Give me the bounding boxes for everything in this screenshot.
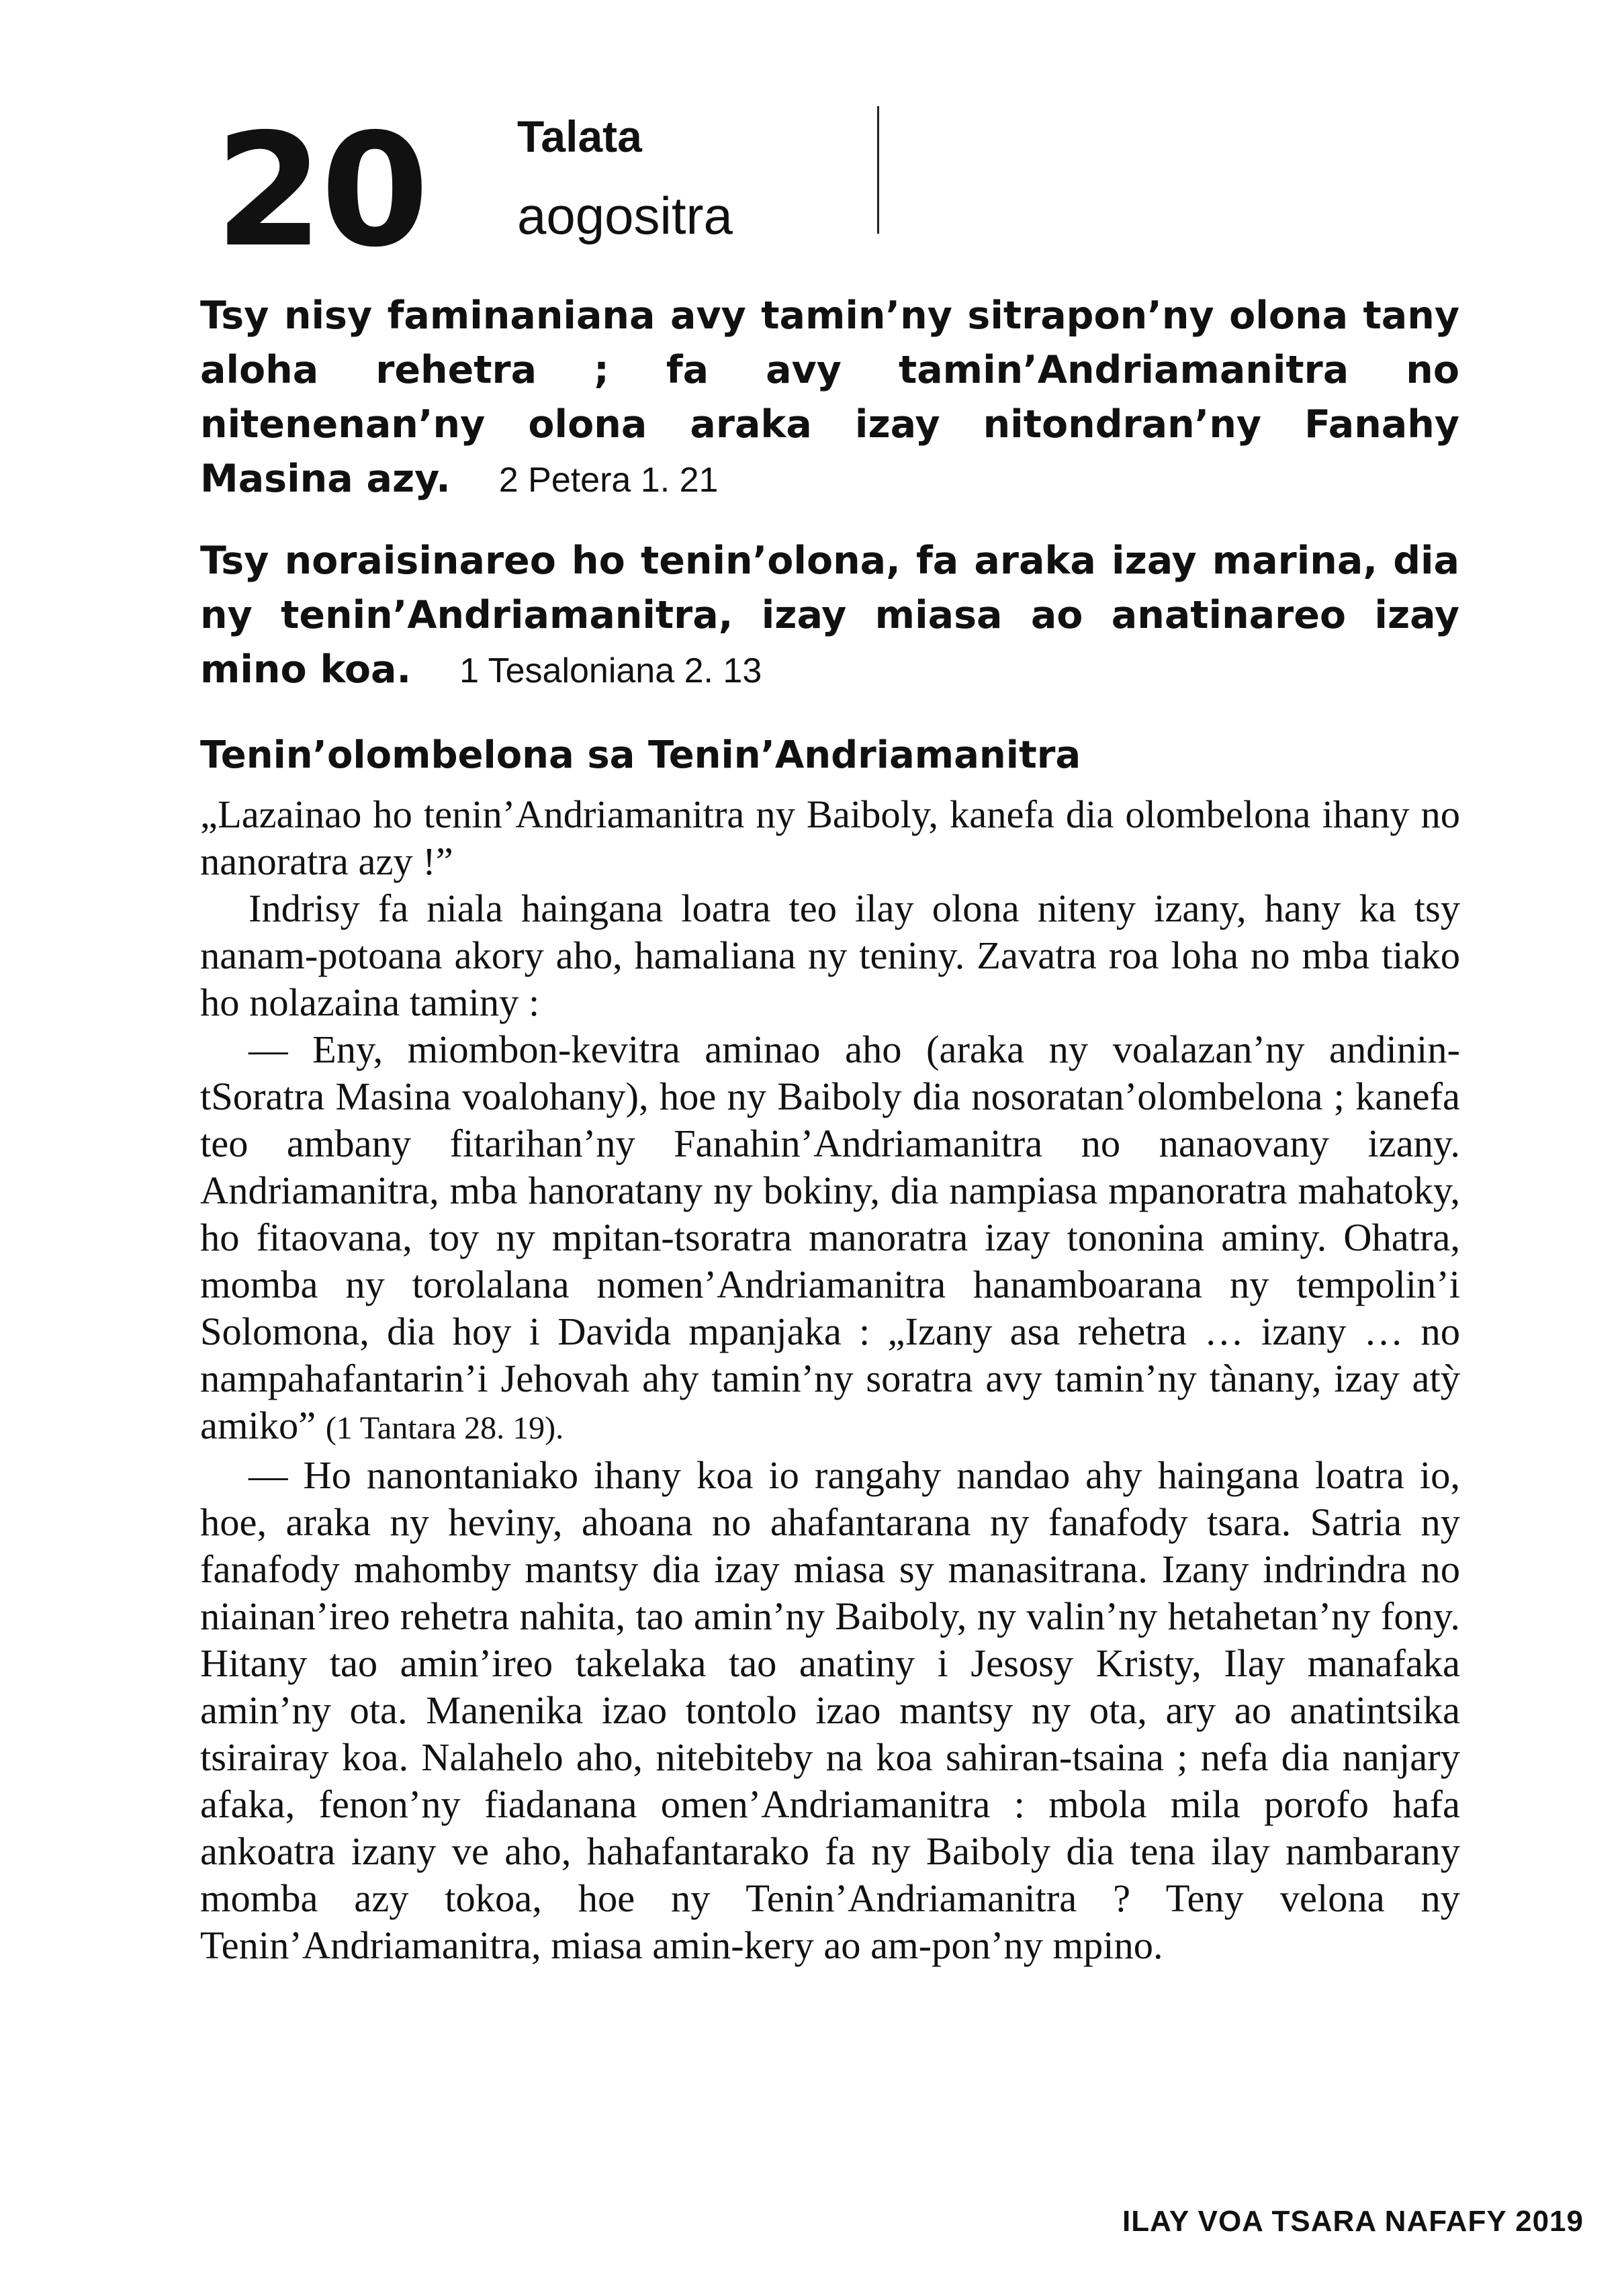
header-divider — [877, 106, 879, 234]
footer-publication: ILAY VOA TSARA NAFAFY 2019 — [1122, 2205, 1584, 2238]
article-body — [200, 791, 1460, 1969]
article-paragraph: — Ho nanontaniako ihany koa io rangahy nandao ahy haingana loatra io, hoe, araka ny heviny, ahoana no ahafantarana ny fanafody tsara. Satria ny fanafody mahomby mantsy dia izay miasa sy manasitrana. Izany indrindra no niainan’ireo rehetra nahita, tao amin’ny Baiboly, ny valin’ny hetahetan’ny fony. Hitany tao amin’ireo takelaka tao anatiny i Jesosy Kristy, Ilay manafaka amin’ny ota. Manenika izao tontolo izao mantsy ny ota, ary ao anatintsika tsirairay koa. Nalahelo aho, nitebiteby na koa sahiran-tsaina ; nefa dia nanjary afaka, fenon’ny fiadanana omen’Andriamanitra : mbola mila porofo hafa ankoatra izany ve aho, hahafantarako fa ny Baiboly dia tena ilay nambarany momba azy tokoa, hoe ny Tenin’Andriamanitra ? Teny velona ny Tenin’Andriamanitra, miasa amin-kery ao am-pon’ny mpino. — [200, 1453, 1460, 1967]
verse-2 — [200, 534, 1459, 698]
verse-2-reference: 1 Tesaloniana 2. 13 — [459, 651, 762, 690]
verse-1 — [200, 289, 1459, 508]
month: aogositra — [517, 186, 733, 245]
article-paragraph: „Lazainao ho tenin’Andriamanitra ny Baiboly, kanefa dia olombelona ihany no nanoratra azy !” — [200, 792, 1460, 883]
scripture-citation: (1 Tantara 28. 19). — [325, 1410, 564, 1446]
verse-1-text: Tsy nisy faminaniana avy tamin’ny sitrapon’ny olona tany aloha rehetra ; fa avy tamin’Andriamanitra no nitenenan’ny olona araka izay nitondran’ny Fanahy Masina azy. — [200, 293, 1459, 501]
article-paragraph-text: — Eny, miombon-kevitra aminao aho (araka ny voalazan’ny andinin-tSoratra Masina voalohany), hoe ny Baiboly dia nosoratan’olombelona ; kanefa teo ambany fitarihan’ny Fanahin’Andriamanitra no nanaovany izany. Andriamanitra, mba hanoratany ny bokiny, dia nampiasa mpanoratra mahatoky, ho fitaovana, toy ny mpitan-tsoratra manoratra izay tononina aminy. Ohatra, momba ny torolalana nomen’Andriamanitra hanamboarana ny tempolin’i Solomona, dia hoy i Davida mpanjaka : „Izany asa rehetra … izany … no nampahafantarin’i Jehovah ahy tamin’ny soratra avy tamin’ny tànany, izay atỳ amiko” — [200, 1028, 1460, 1447]
article-title: Tenin’olombelona sa Tenin’Andriamanitra — [200, 733, 1081, 777]
article-paragraph: Indrisy fa niala haingana loatra teo ilay olona niteny izany, hany ka tsy nanam-potoana akory aho, hamaliana ny teniny. Zavatra roa loha no mba tiako ho nolazaina taminy : — [200, 886, 1460, 1024]
article-paragraph — [200, 1026, 1460, 1452]
verse-1-reference: 2 Petera 1. 21 — [498, 461, 719, 500]
verse-2-text: Tsy noraisinareo ho tenin’olona, fa araka izay marina, dia ny tenin’Andriamanitra, izay miasa ao anatinareo izay mino koa. — [200, 539, 1459, 692]
weekday: Talata — [517, 111, 642, 161]
day-number: 20 — [215, 100, 426, 281]
